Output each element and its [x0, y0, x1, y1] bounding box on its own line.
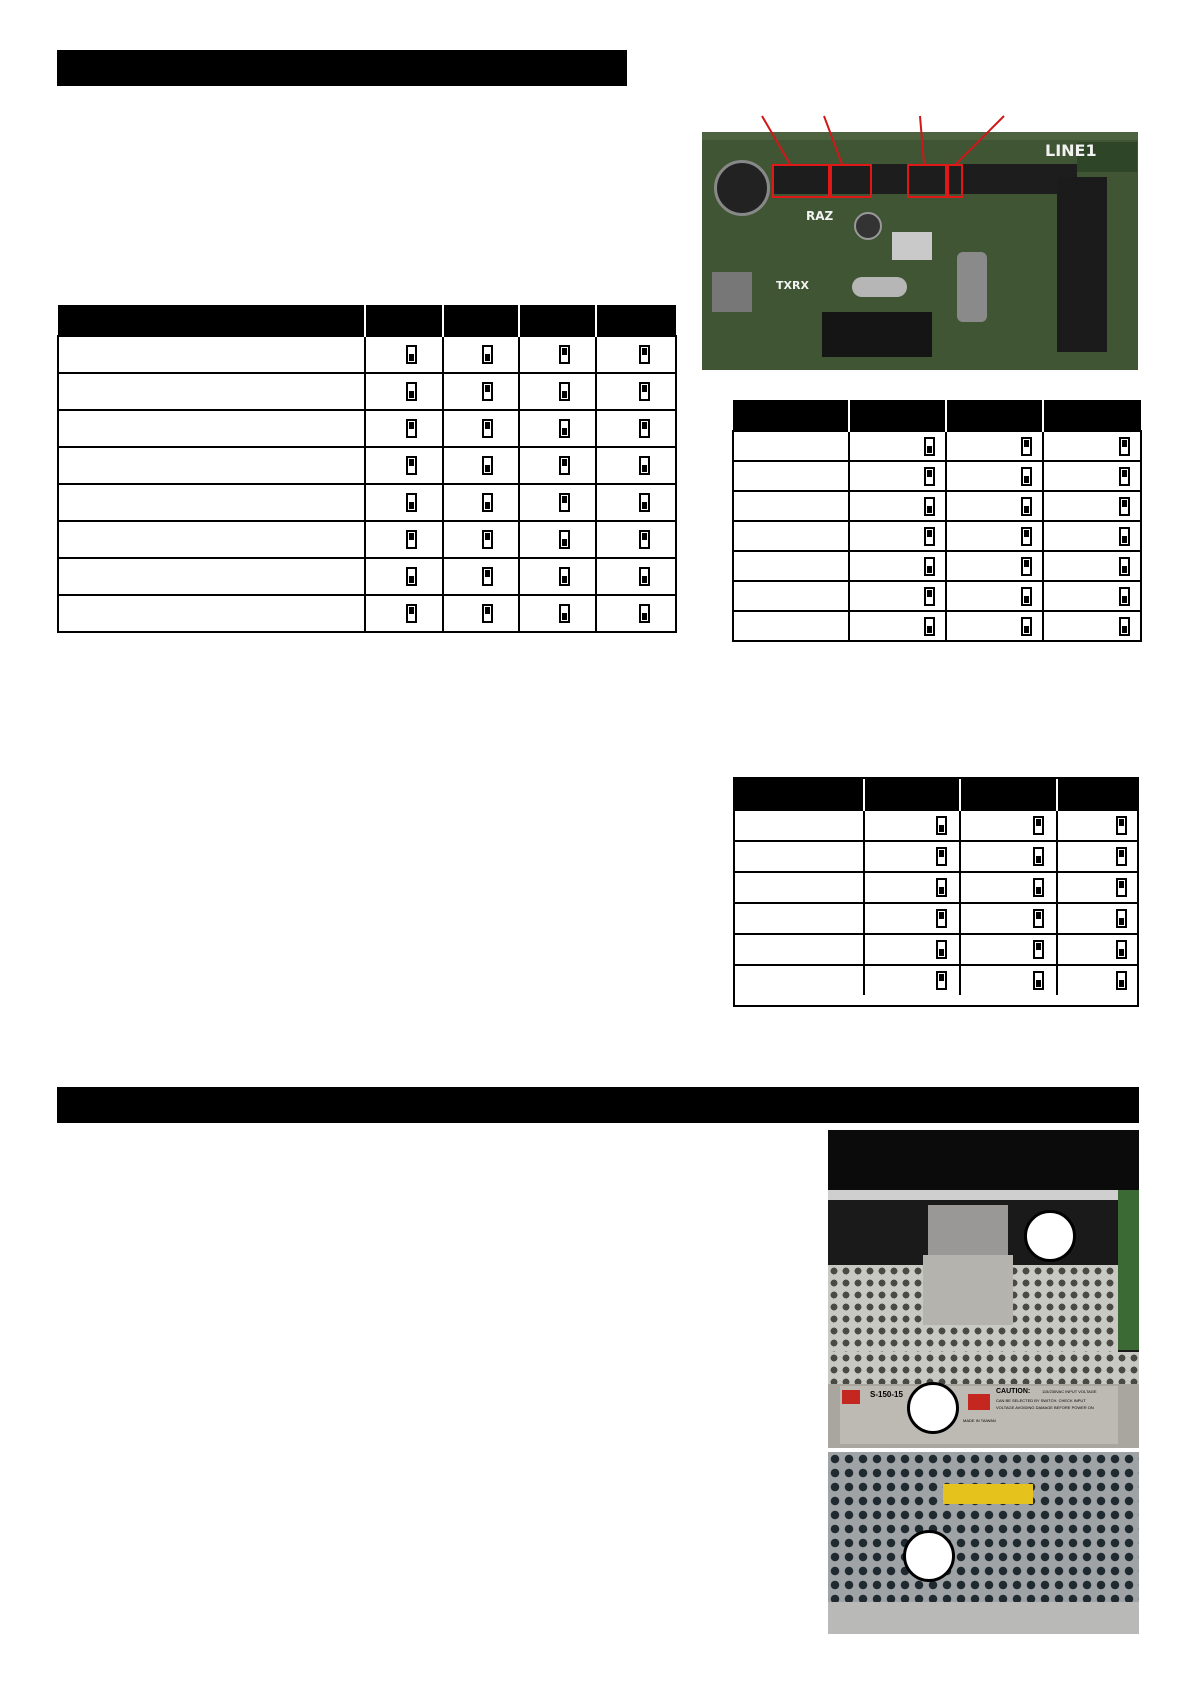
- row-label-cell: [735, 841, 864, 872]
- switch-cell: [519, 447, 596, 484]
- table-row: [58, 558, 676, 595]
- dip-switch-on-icon: [639, 419, 650, 438]
- row-label-cell: [58, 595, 365, 632]
- switch-cell: [864, 872, 960, 903]
- dip-switch-off-icon: [1119, 527, 1130, 546]
- row-label-cell: [735, 810, 864, 841]
- switch-cell: [443, 410, 519, 447]
- switch-cell: [596, 595, 676, 632]
- psu-caution-line-1: 115/230VAC INPUT VOLTAGE: [1042, 1389, 1097, 1394]
- switch-cell: [1043, 491, 1141, 521]
- switch-cell: [960, 934, 1057, 965]
- switch-cell: [946, 491, 1043, 521]
- pointer-lines: [702, 110, 1138, 170]
- row-label-cell: [58, 447, 365, 484]
- dip-switch-on-icon: [936, 971, 947, 990]
- dip-switch-on-icon: [1116, 878, 1127, 897]
- table-row: [58, 595, 676, 632]
- dip-switch-off-icon: [924, 437, 935, 456]
- switch-cell: [1057, 841, 1139, 872]
- switch-cell: [849, 581, 946, 611]
- row-label-cell: [735, 903, 864, 934]
- dip-switch-on-icon: [924, 527, 935, 546]
- dip-switch-off-icon: [482, 456, 493, 475]
- switch-table-1-body: [58, 336, 676, 632]
- switch-cell: [519, 336, 596, 373]
- dip-switch-on-icon: [1119, 467, 1130, 486]
- switch-table-2: [732, 400, 1142, 642]
- switch-cell: [960, 872, 1057, 903]
- switch-cell: [1057, 965, 1139, 995]
- switch-cell: [864, 841, 960, 872]
- table-row: [735, 841, 1139, 872]
- dip-switch-on-icon: [1021, 437, 1032, 456]
- switch-cell: [519, 558, 596, 595]
- switch-cell: [864, 903, 960, 934]
- switch-cell: [960, 841, 1057, 872]
- switch-cell: [596, 521, 676, 558]
- psu-model-label: S-150-15: [870, 1390, 903, 1399]
- row-label-cell: [58, 336, 365, 373]
- switch-cell: [946, 431, 1043, 461]
- psu-photo-top: [828, 1130, 1139, 1352]
- row-label-cell: [58, 521, 365, 558]
- switch-cell: [864, 810, 960, 841]
- section-1-header-bar: [57, 50, 627, 86]
- switch-table-3-body: [735, 810, 1139, 995]
- dip-switch-off-icon: [924, 617, 935, 636]
- section-2-header-bar: [57, 1087, 1139, 1123]
- switch-cell: [849, 461, 946, 491]
- dip-switch-off-icon: [936, 816, 947, 835]
- dip-switch-on-icon: [639, 530, 650, 549]
- table-row: [733, 581, 1141, 611]
- table-header: [58, 305, 676, 336]
- switch-cell: [1043, 521, 1141, 551]
- switch-cell: [519, 373, 596, 410]
- switch-cell: [443, 447, 519, 484]
- switch-cell: [365, 558, 443, 595]
- dip-switch-off-icon: [1116, 909, 1127, 928]
- switch-cell: [596, 484, 676, 521]
- table-row: [733, 431, 1141, 461]
- switch-cell: [443, 336, 519, 373]
- dip-switch-off-icon: [924, 497, 935, 516]
- dip-switch-on-icon: [406, 456, 417, 475]
- switch-cell: [849, 611, 946, 641]
- pcb-marker-label: LINE1: [1045, 141, 1097, 160]
- dip-switch-off-icon: [1033, 847, 1044, 866]
- dip-switch-off-icon: [406, 345, 417, 364]
- row-label-cell: [735, 965, 864, 995]
- dip-switch-off-icon: [936, 878, 947, 897]
- table-row: [58, 447, 676, 484]
- switch-cell: [960, 903, 1057, 934]
- dip-switch-off-icon: [1119, 557, 1130, 576]
- dip-switch-off-icon: [1021, 587, 1032, 606]
- pcb-raz-label: RAZ: [806, 209, 834, 223]
- switch-cell: [1043, 431, 1141, 461]
- table-row: [733, 491, 1141, 521]
- dip-switch-off-icon: [1119, 617, 1130, 636]
- table-row: [735, 934, 1139, 965]
- dip-switch-on-icon: [482, 567, 493, 586]
- switch-cell: [864, 965, 960, 995]
- dip-switch-off-icon: [639, 567, 650, 586]
- switch-cell: [596, 558, 676, 595]
- dip-switch-off-icon: [559, 530, 570, 549]
- row-label-cell: [733, 491, 849, 521]
- switch-cell: [960, 965, 1057, 995]
- table-row: [733, 521, 1141, 551]
- row-label-cell: [735, 872, 864, 903]
- switch-cell: [1057, 872, 1139, 903]
- dip-switch-on-icon: [559, 345, 570, 364]
- psu-caution-title: CAUTION:: [996, 1388, 1031, 1395]
- dip-switch-on-icon: [1116, 847, 1127, 866]
- dip-switch-off-icon: [559, 419, 570, 438]
- dip-switch-off-icon: [1033, 971, 1044, 990]
- dip-switch-on-icon: [559, 493, 570, 512]
- row-label-cell: [733, 581, 849, 611]
- psu-photo-middle: [828, 1352, 1139, 1448]
- row-label-cell: [733, 461, 849, 491]
- dip-switch-off-icon: [639, 604, 650, 623]
- dip-switch-on-icon: [936, 847, 947, 866]
- table-row: [735, 810, 1139, 841]
- switch-cell: [596, 373, 676, 410]
- table-row: [58, 484, 676, 521]
- row-label-cell: [58, 373, 365, 410]
- switch-cell: [596, 410, 676, 447]
- callout-circle-3: [903, 1530, 955, 1582]
- dip-switch-on-icon: [1119, 497, 1130, 516]
- switch-cell: [596, 447, 676, 484]
- dip-switch-off-icon: [1119, 587, 1130, 606]
- switch-cell: [946, 581, 1043, 611]
- dip-switch-off-icon: [639, 456, 650, 475]
- dip-switch-on-icon: [924, 467, 935, 486]
- dip-switch-off-icon: [639, 493, 650, 512]
- switch-cell: [849, 521, 946, 551]
- switch-cell: [849, 551, 946, 581]
- dip-switch-off-icon: [1116, 940, 1127, 959]
- table-header: [733, 400, 1141, 431]
- switch-cell: [443, 521, 519, 558]
- table-row: [58, 336, 676, 373]
- dip-switch-off-icon: [1033, 878, 1044, 897]
- table-row: [58, 521, 676, 558]
- callout-circle-2: [907, 1382, 959, 1434]
- dip-switch-on-icon: [1119, 437, 1130, 456]
- dip-switch-on-icon: [406, 419, 417, 438]
- switch-cell: [1057, 810, 1139, 841]
- dip-switch-off-icon: [482, 493, 493, 512]
- dip-switch-on-icon: [482, 419, 493, 438]
- switch-cell: [864, 934, 960, 965]
- table-row: [733, 551, 1141, 581]
- table-header: [735, 779, 1139, 810]
- switch-cell: [519, 521, 596, 558]
- dip-switch-off-icon: [482, 345, 493, 364]
- dip-switch-on-icon: [482, 382, 493, 401]
- dip-switch-off-icon: [1021, 467, 1032, 486]
- row-label-cell: [58, 558, 365, 595]
- switch-cell: [849, 491, 946, 521]
- switch-cell: [443, 595, 519, 632]
- switch-cell: [443, 373, 519, 410]
- switch-cell: [365, 484, 443, 521]
- switch-cell: [960, 810, 1057, 841]
- switch-cell: [365, 595, 443, 632]
- switch-cell: [1043, 611, 1141, 641]
- row-label-cell: [733, 431, 849, 461]
- switch-cell: [365, 521, 443, 558]
- switch-cell: [946, 461, 1043, 491]
- row-label-cell: [58, 410, 365, 447]
- dip-switch-on-icon: [559, 456, 570, 475]
- switch-cell: [443, 484, 519, 521]
- switch-cell: [596, 336, 676, 373]
- dip-switch-on-icon: [1033, 909, 1044, 928]
- dip-switch-on-icon: [482, 604, 493, 623]
- dip-switch-off-icon: [1116, 971, 1127, 990]
- dip-switch-off-icon: [406, 382, 417, 401]
- switch-cell: [1043, 551, 1141, 581]
- psu-photo-bottom: [828, 1452, 1139, 1634]
- dip-switch-on-icon: [1021, 527, 1032, 546]
- pcb-txrx-label: TXRX: [776, 279, 809, 292]
- dip-switch-on-icon: [482, 530, 493, 549]
- psu-caution-line-3: VOLTAGE AVOIDING DAMAGE BEFORE POWER ON: [996, 1405, 1094, 1410]
- dip-switch-off-icon: [406, 493, 417, 512]
- table-row: [58, 410, 676, 447]
- table-row: [58, 373, 676, 410]
- switch-cell: [1057, 903, 1139, 934]
- table-row: [733, 611, 1141, 641]
- table-row: [735, 965, 1139, 995]
- switch-table-3: [735, 779, 1139, 995]
- table-row: [733, 461, 1141, 491]
- dip-switch-on-icon: [1033, 940, 1044, 959]
- switch-table-2-body: [733, 431, 1141, 641]
- dip-switch-on-icon: [639, 345, 650, 364]
- switch-cell: [365, 410, 443, 447]
- table-row: [735, 903, 1139, 934]
- dip-switch-off-icon: [559, 382, 570, 401]
- switch-cell: [365, 336, 443, 373]
- row-label-cell: [58, 484, 365, 521]
- switch-cell: [946, 551, 1043, 581]
- switch-cell: [1043, 461, 1141, 491]
- dip-switch-on-icon: [924, 587, 935, 606]
- table-row: [735, 872, 1139, 903]
- dip-switch-off-icon: [559, 567, 570, 586]
- switch-cell: [946, 521, 1043, 551]
- dip-switch-on-icon: [406, 604, 417, 623]
- switch-cell: [1057, 934, 1139, 965]
- row-label-cell: [733, 551, 849, 581]
- dip-switch-off-icon: [924, 557, 935, 576]
- row-label-cell: [733, 611, 849, 641]
- callout-circle-1: [1024, 1210, 1076, 1262]
- switch-cell: [519, 595, 596, 632]
- psu-origin-label: MADE IN TAIWAN: [963, 1418, 996, 1423]
- dip-switch-off-icon: [559, 604, 570, 623]
- dip-switch-on-icon: [936, 909, 947, 928]
- dip-switch-on-icon: [1021, 557, 1032, 576]
- switch-cell: [365, 447, 443, 484]
- psu-caution-line-2: CAN BE SELECTED BY SWITCH. CHECK INPUT: [996, 1398, 1086, 1403]
- switch-cell: [443, 558, 519, 595]
- switch-cell: [946, 611, 1043, 641]
- dip-switch-off-icon: [406, 567, 417, 586]
- switch-cell: [519, 484, 596, 521]
- switch-cell: [365, 373, 443, 410]
- row-label-cell: [733, 521, 849, 551]
- switch-cell: [519, 410, 596, 447]
- dip-switch-on-icon: [1033, 816, 1044, 835]
- switch-cell: [849, 431, 946, 461]
- dip-switch-off-icon: [1021, 617, 1032, 636]
- dip-switch-off-icon: [1021, 497, 1032, 516]
- dip-switch-on-icon: [406, 530, 417, 549]
- switch-cell: [1043, 581, 1141, 611]
- switch-table-1: [57, 305, 677, 633]
- row-label-cell: [735, 934, 864, 965]
- dip-switch-on-icon: [639, 382, 650, 401]
- dip-switch-on-icon: [1116, 816, 1127, 835]
- dip-switch-off-icon: [936, 940, 947, 959]
